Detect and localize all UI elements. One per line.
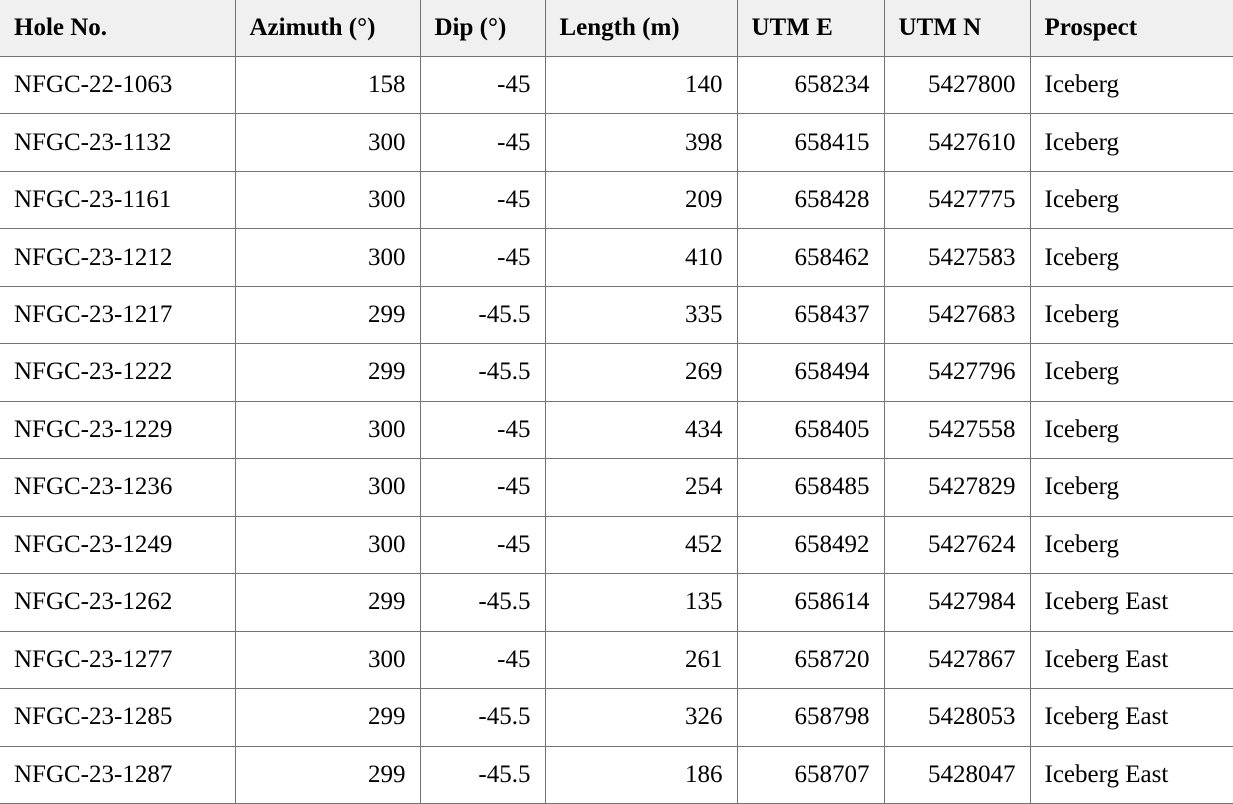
cell-azimuth: 300 [235,171,420,228]
table-row [0,516,1233,573]
header-cell-azimuth: Azimuth (°) [235,0,420,56]
cell-prospect: Iceberg [1030,286,1233,343]
header-cell-dip: Dip (°) [420,0,545,56]
cell-length: 209 [545,171,737,228]
cell-azimuth: 299 [235,574,420,631]
cell-hole-no: NFGC-23-1285 [0,689,235,746]
cell-utm-n: 5427800 [884,56,1030,113]
cell-prospect: Iceberg [1030,56,1233,113]
header-cell-utm-e: UTM E [737,0,884,56]
cell-utm-n: 5427583 [884,229,1030,286]
cell-prospect: Iceberg [1030,344,1233,401]
cell-utm-e: 658485 [737,459,884,516]
header-cell-hole-no: Hole No. [0,0,235,56]
cell-utm-n: 5428047 [884,746,1030,803]
cell-length: 335 [545,286,737,343]
cell-length: 140 [545,56,737,113]
cell-dip: -45 [420,171,545,228]
cell-utm-e: 658405 [737,401,884,458]
cell-utm-e: 658234 [737,56,884,113]
cell-dip: -45.5 [420,689,545,746]
cell-dip: -45.5 [420,574,545,631]
table-body [0,56,1233,803]
cell-hole-no: NFGC-23-1132 [0,114,235,171]
cell-hole-no: NFGC-23-1277 [0,631,235,688]
cell-length: 326 [545,689,737,746]
cell-azimuth: 158 [235,56,420,113]
cell-prospect: Iceberg East [1030,631,1233,688]
cell-azimuth: 300 [235,631,420,688]
cell-hole-no: NFGC-23-1229 [0,401,235,458]
cell-utm-e: 658428 [737,171,884,228]
cell-azimuth: 300 [235,459,420,516]
cell-length: 135 [545,574,737,631]
table-row [0,171,1233,228]
cell-dip: -45 [420,459,545,516]
cell-utm-n: 5427558 [884,401,1030,458]
cell-hole-no: NFGC-23-1287 [0,746,235,803]
cell-length: 269 [545,344,737,401]
cell-azimuth: 299 [235,689,420,746]
cell-prospect: Iceberg [1030,114,1233,171]
table-row [0,746,1233,803]
table-row [0,459,1233,516]
cell-dip: -45 [420,516,545,573]
cell-prospect: Iceberg East [1030,746,1233,803]
cell-dip: -45.5 [420,286,545,343]
cell-hole-no: NFGC-23-1262 [0,574,235,631]
cell-length: 254 [545,459,737,516]
cell-hole-no: NFGC-23-1236 [0,459,235,516]
cell-azimuth: 300 [235,114,420,171]
cell-utm-n: 5428053 [884,689,1030,746]
cell-hole-no: NFGC-23-1222 [0,344,235,401]
table-row [0,574,1233,631]
table-row [0,229,1233,286]
table-row [0,286,1233,343]
cell-prospect: Iceberg [1030,401,1233,458]
cell-prospect: Iceberg East [1030,574,1233,631]
cell-azimuth: 299 [235,286,420,343]
cell-length: 261 [545,631,737,688]
cell-prospect: Iceberg East [1030,689,1233,746]
cell-length: 410 [545,229,737,286]
cell-prospect: Iceberg [1030,171,1233,228]
table-row [0,631,1233,688]
cell-azimuth: 300 [235,401,420,458]
cell-utm-e: 658494 [737,344,884,401]
table-header [0,0,1233,56]
cell-utm-e: 658614 [737,574,884,631]
table-row [0,56,1233,113]
cell-azimuth: 300 [235,229,420,286]
cell-utm-e: 658437 [737,286,884,343]
cell-utm-e: 658707 [737,746,884,803]
header-cell-length: Length (m) [545,0,737,56]
cell-dip: -45.5 [420,344,545,401]
cell-azimuth: 299 [235,746,420,803]
cell-utm-n: 5427683 [884,286,1030,343]
cell-dip: -45 [420,631,545,688]
cell-hole-no: NFGC-23-1249 [0,516,235,573]
table-row [0,114,1233,171]
cell-length: 434 [545,401,737,458]
cell-hole-no: NFGC-23-1217 [0,286,235,343]
cell-utm-n: 5427867 [884,631,1030,688]
cell-azimuth: 299 [235,344,420,401]
cell-dip: -45.5 [420,746,545,803]
cell-utm-n: 5427829 [884,459,1030,516]
cell-dip: -45 [420,114,545,171]
cell-length: 398 [545,114,737,171]
cell-utm-n: 5427610 [884,114,1030,171]
cell-utm-e: 658415 [737,114,884,171]
cell-utm-n: 5427775 [884,171,1030,228]
cell-hole-no: NFGC-23-1212 [0,229,235,286]
cell-length: 186 [545,746,737,803]
cell-azimuth: 300 [235,516,420,573]
cell-utm-e: 658492 [737,516,884,573]
cell-dip: -45 [420,229,545,286]
cell-utm-n: 5427624 [884,516,1030,573]
header-cell-prospect: Prospect [1030,0,1233,56]
header-cell-utm-n: UTM N [884,0,1030,56]
cell-prospect: Iceberg [1030,229,1233,286]
header-row [0,0,1233,56]
cell-prospect: Iceberg [1030,459,1233,516]
cell-utm-e: 658720 [737,631,884,688]
table-row [0,344,1233,401]
cell-utm-e: 658462 [737,229,884,286]
cell-dip: -45 [420,401,545,458]
cell-utm-n: 5427796 [884,344,1030,401]
cell-hole-no: NFGC-22-1063 [0,56,235,113]
table-row [0,689,1233,746]
cell-utm-e: 658798 [737,689,884,746]
cell-dip: -45 [420,56,545,113]
table-row [0,401,1233,458]
cell-length: 452 [545,516,737,573]
cell-utm-n: 5427984 [884,574,1030,631]
cell-hole-no: NFGC-23-1161 [0,171,235,228]
cell-prospect: Iceberg [1030,516,1233,573]
